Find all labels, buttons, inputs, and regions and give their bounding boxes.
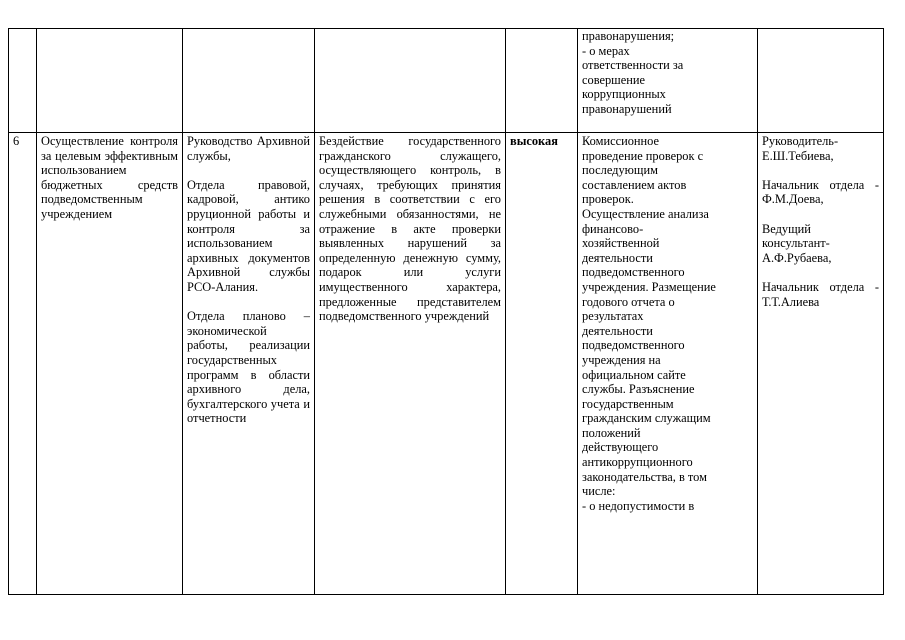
measure-line: годового отчета о <box>582 294 675 309</box>
unit-text: Руководство Архивной службы, <box>187 134 310 163</box>
measure-line: числе: <box>582 484 616 499</box>
measure-line: Осуществление анализа <box>582 206 709 221</box>
measure-line: правонарушений <box>582 101 672 116</box>
table-row <box>9 29 884 133</box>
measure-line: официальном сайте <box>582 367 686 382</box>
measure-line: финансово- <box>582 221 644 236</box>
responsible-person: Ведущий консультант-А.Ф.Рубаева, <box>762 221 832 265</box>
measure-line: последующим <box>582 163 658 178</box>
table-row <box>9 133 884 595</box>
measure-line: проверок. <box>582 192 634 207</box>
measure-line: службы. Разъяснение <box>582 382 695 397</box>
cell-units <box>183 29 315 133</box>
risk-table <box>8 28 884 595</box>
measure-line: действующего <box>582 440 659 455</box>
measure-line: государственным <box>582 396 674 411</box>
measure-line: ответственности за <box>582 58 684 73</box>
measure-line: учреждения на <box>582 352 661 367</box>
cell-responsible <box>758 133 884 595</box>
measure-line: положений <box>582 425 641 440</box>
measure-line: учреждения. Размещение <box>582 279 716 294</box>
responsible-person: Начальник отдела - Т.Т.Алиева <box>762 279 879 309</box>
measure-line: Комиссионное <box>582 134 660 148</box>
measure-line: - о мерах <box>582 43 630 58</box>
measure-line: подведомственного <box>582 265 685 280</box>
measure-line: антикоррупционного <box>582 455 693 470</box>
cell-activity: Осуществление контроля за целевым эффективным использованием бюджетных средств подведомственным учреждением <box>37 133 183 595</box>
cell-risk: Бездействие государственного гражданского служащего, осуществляющего контроль, в случаях, требующих принятия решения в соответствии с его служебными обязанностями, не отражение в акте проверки выявленных нарушений за определенную денежную сумму, подарок или услуги имущественного характера, предложенные представителем подведомственного учреждений <box>315 133 506 595</box>
measure-line: - о недопустимости в <box>582 498 695 513</box>
measure-line: составлением актов <box>582 177 687 192</box>
measure-line: подведомственного <box>582 338 685 353</box>
cell-level: высокая <box>506 133 578 595</box>
unit-text: Отдела правовой, кадровой, антико рруционной работы и контроля за использованием архивных документов Архивной службы РСО-Алания. <box>187 177 310 294</box>
cell-number: 6 <box>9 133 37 595</box>
measure-line: результатах <box>582 309 644 324</box>
measure-line: хозяйственной <box>582 236 660 251</box>
unit-text: Отдела планово – экономической работы, реализации государственных программ в области архивного дела, бухгалтерского учета и отчетности <box>187 309 310 426</box>
cell-responsible <box>758 29 884 133</box>
cell-level <box>506 29 578 133</box>
measure-line: законодательства, в том <box>582 469 707 484</box>
measure-line: коррупционных <box>582 87 666 102</box>
cell-risk <box>315 29 506 133</box>
cell-units <box>183 133 315 595</box>
responsible-person: Начальник отдела - Ф.М.Доева, <box>762 177 879 207</box>
measure-line: деятельности <box>582 250 653 265</box>
measure-line: гражданским служащим <box>582 411 711 426</box>
measure-line: правонарушения; <box>582 29 675 43</box>
measure-line: совершение <box>582 72 645 87</box>
responsible-person: Руководитель-Е.Ш.Тебиева, <box>762 134 839 163</box>
cell-activity <box>37 29 183 133</box>
cell-measures <box>578 29 758 133</box>
cell-number <box>9 29 37 133</box>
cell-measures <box>578 133 758 595</box>
measure-line: деятельности <box>582 323 653 338</box>
measure-line: проведение проверок с <box>582 148 704 163</box>
